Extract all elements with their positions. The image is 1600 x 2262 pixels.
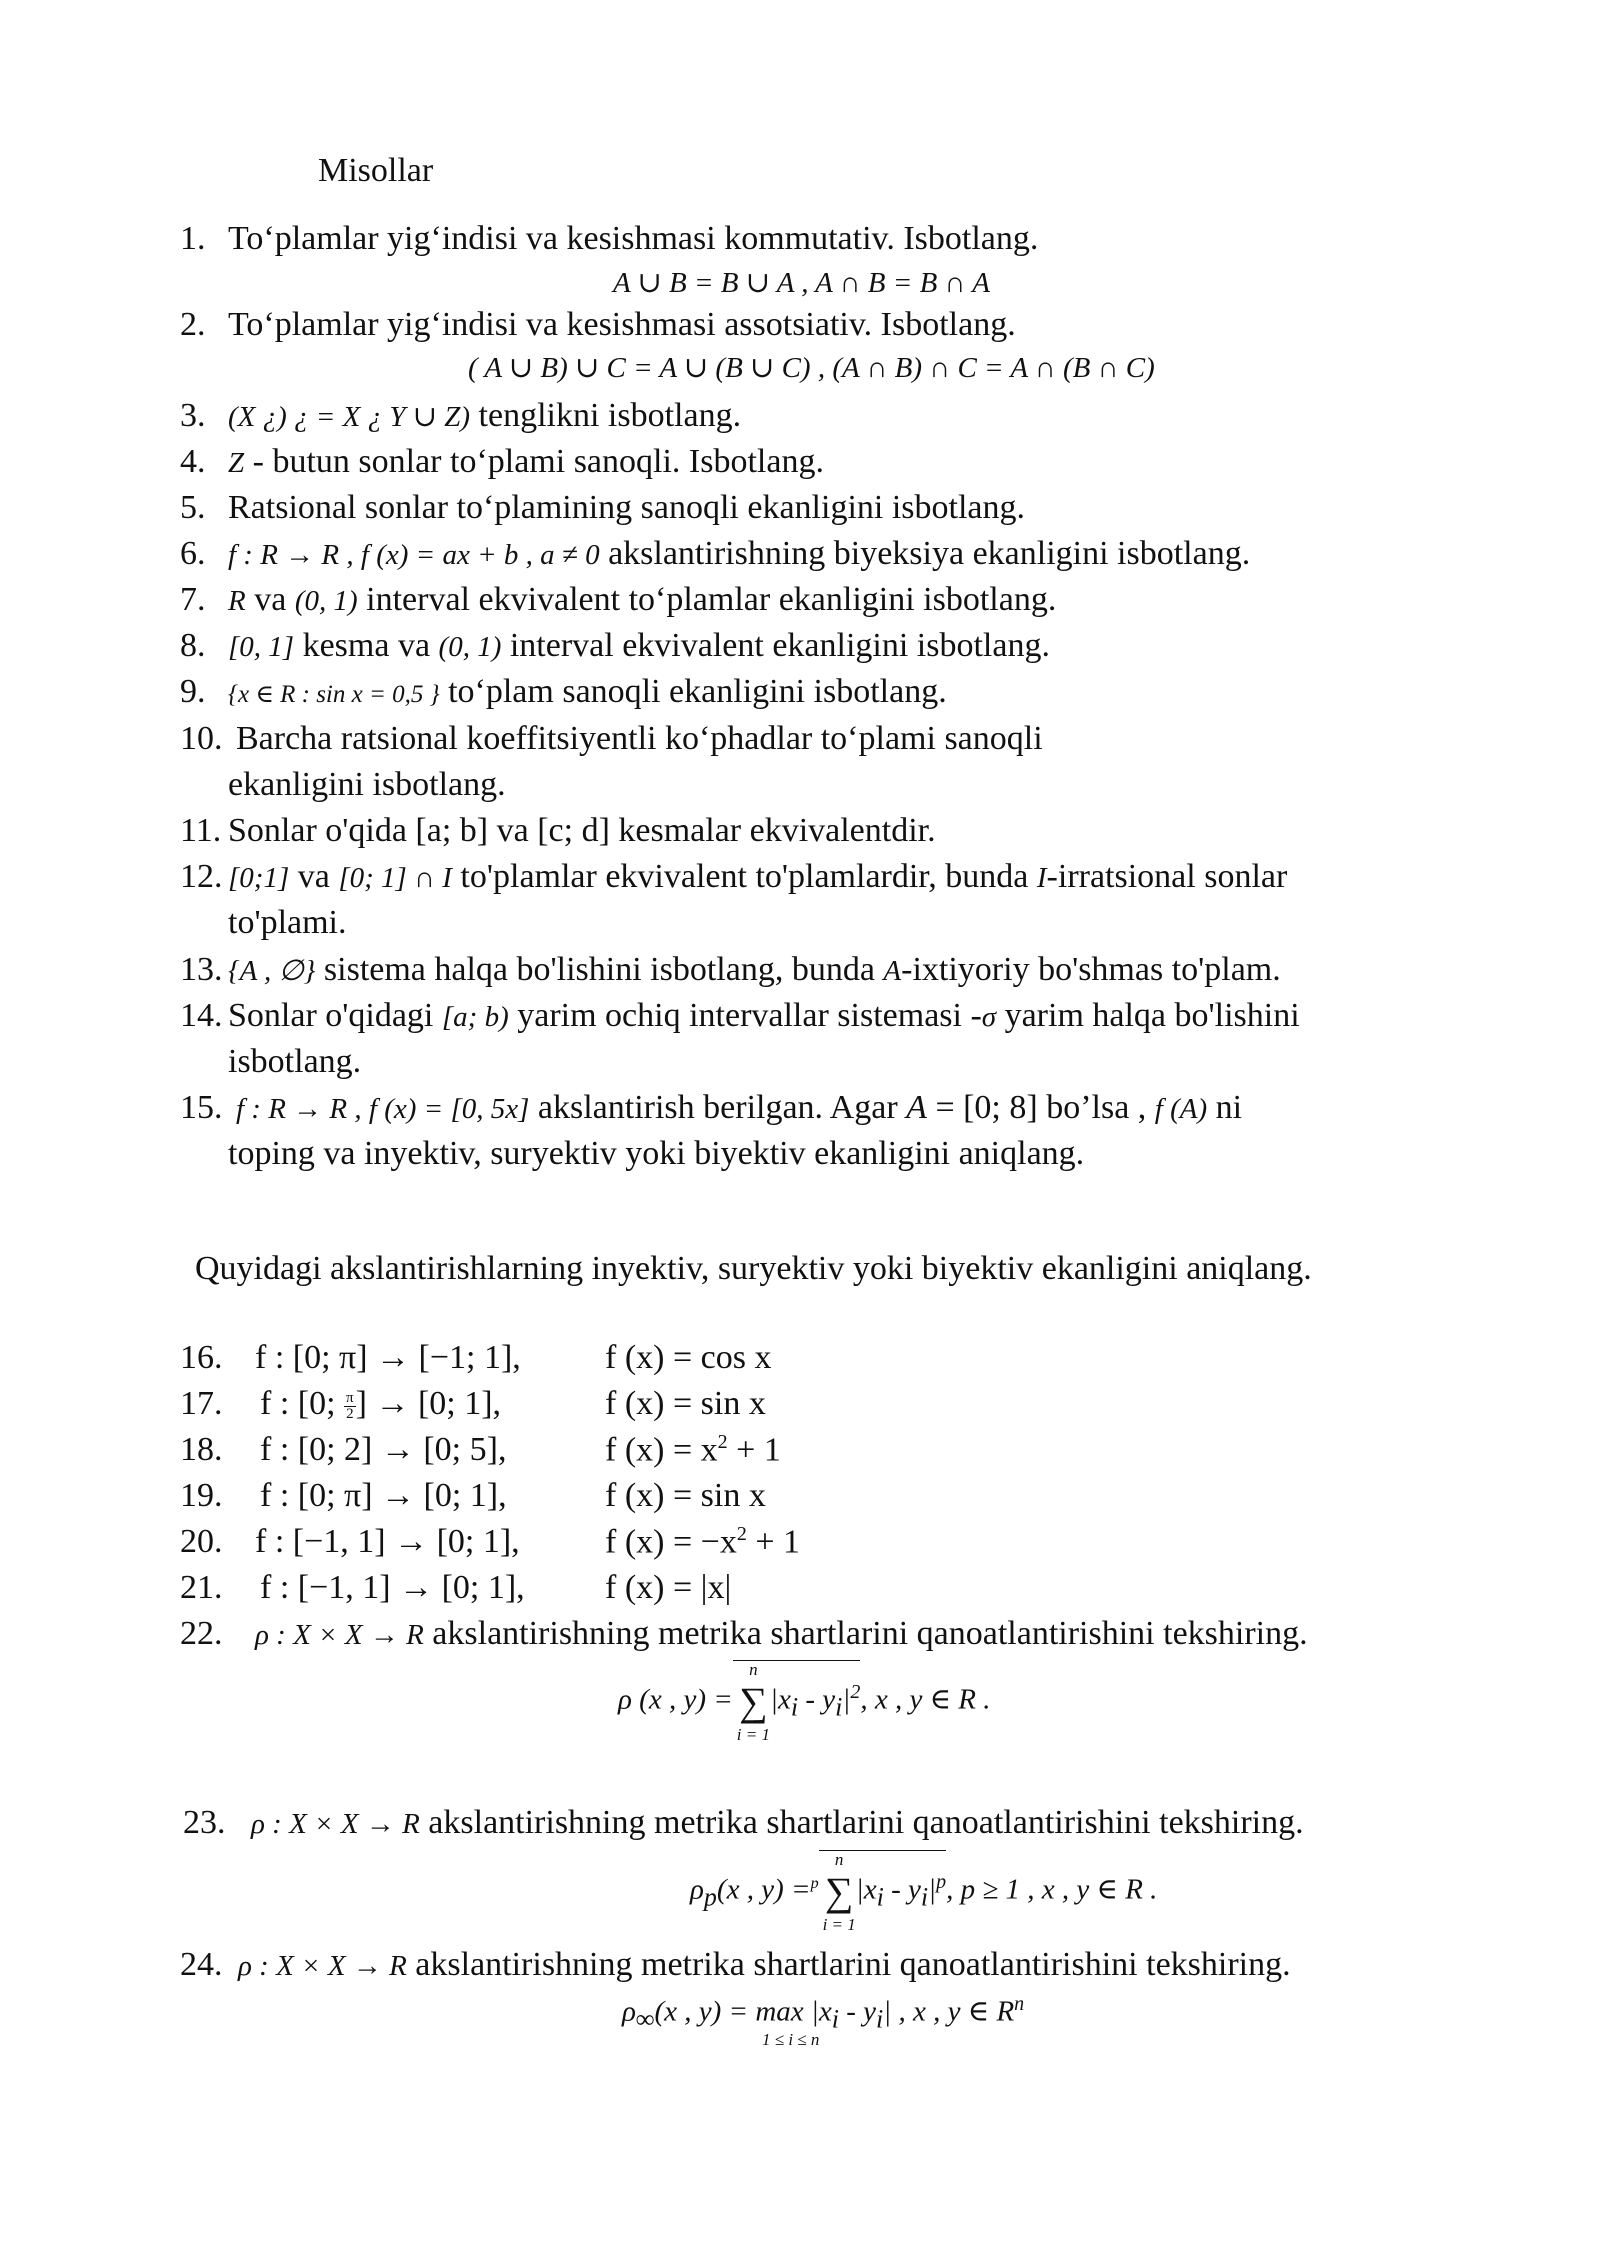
mapping-function-text: f (x) = −x [605,1523,737,1561]
mapping-function-text: f (x) = x [605,1431,718,1469]
inline-math: (0, 1) [294,585,358,617]
list-item [180,719,1043,760]
formula-text: - y [798,1683,836,1716]
item-number: 8. [180,627,206,664]
exponent: 2 [736,1523,747,1545]
nth-root-symbol [819,1850,947,1933]
formula-text: | [928,1873,937,1906]
inline-math: R [228,585,246,617]
formula-text: (x , y) = [716,1873,811,1906]
item-number: 4. [180,443,206,480]
item-text: To‘plamlar yig‘indisi va kesishmasi assotsiativ. Isbotlang. [228,306,1016,343]
inline-math: A [906,1089,927,1126]
list-item [180,1945,1291,1986]
inline-math: σ [981,1001,997,1033]
sigma-glyph: ∑ [739,1679,768,1724]
item-text: to‘plam sanoqli ekanligini isbotlang. [439,673,947,710]
mapping-domain: f : [−1, 1] → [0; 1], [255,1523,520,1560]
item-number: 7. [180,581,206,618]
exponent: 2 [850,1681,861,1703]
item-text: To‘plamlar yig‘indisi va kesishmasi kommutativ. Isbotlang. [228,220,1039,257]
item-text: akslantirishning metrika shartlarini qanoatlantirishini tekshiring. [406,1946,1291,1983]
inline-math: (0, 1) [438,631,502,663]
item-number: 10. [180,720,223,757]
sum-symbol [823,1851,856,1933]
inline-math: [a; b) [441,1001,509,1033]
item-text: = [0; 8] bo’lsa , [926,1089,1155,1126]
inline-math: [0;1] [228,862,290,894]
item-text: - butun sonlar to‘plami sanoqli. Isbotlang. [244,443,824,480]
list-item [180,1384,766,1425]
item-number: 13. [180,951,223,988]
item-number: 5. [180,489,206,526]
item-text: -irratsional sonlar [1046,858,1288,895]
formula-text: |x [803,1995,832,2028]
list-item [180,811,936,852]
fraction [344,1391,356,1422]
item-number: 24. [180,1946,223,1983]
mapping-function: f (x) = sin x [605,1477,766,1514]
subscript: i [876,2004,884,2034]
sqrt-symbol [733,1660,861,1743]
inline-math: Z [228,447,245,479]
mapping-domain-text: ] → [0; 1], [355,1385,502,1422]
inline-math: {x ∈ R : sin x = 0,5 } [228,681,440,708]
metric-formula [618,1660,991,1743]
list-item [180,534,1251,575]
inline-math: (X ¿) ¿ = X ¿ Y ∪ Z) [228,401,471,433]
sum-symbol [737,1661,770,1743]
mapping-function [605,1430,781,1471]
item-number: 14. [180,997,223,1034]
item-number: 19. [180,1477,223,1514]
item-text: yarim halqa bo'lishini [996,997,1300,1034]
item-number: 16. [180,1339,223,1376]
item-text: Sonlar o'qidagi [228,997,442,1034]
list-item [180,1614,1308,1655]
item-number: 9. [180,673,206,710]
mapping-domain: f : [0; π] → [0; 1], [260,1477,507,1514]
list-item [180,626,1050,667]
formula-text: | , x , y ∈ R [883,1995,1015,2028]
item-number: 11. [180,812,222,849]
item-number: 21. [180,1569,223,1606]
item-text-cont: ekanligini isbotlang. [228,766,506,803]
inline-math: f : R → R , f (x) = ax + b , a ≠ 0 [228,539,600,571]
item-text: akslantirishning metrika shartlarini qanoatlantirishini tekshiring. [423,1615,1308,1652]
list-item [180,672,947,713]
sum-upper: n [834,1850,844,1869]
subscript: p [703,1882,717,1912]
item-text-cont: isbotlang. [228,1043,362,1080]
item-text: sistema halqa bo'lishini isbotlang, bunda [315,951,884,988]
list-item [180,857,1288,898]
inline-math: {A , ∅} [228,955,316,987]
formula-text: ρ [622,1995,636,2028]
item-number: 23. [183,1804,226,1841]
item-number: 17. [180,1385,223,1422]
sum-lower: i = 1 [822,1915,856,1934]
exponent: n [1014,1993,1025,2015]
item-text: ni [1207,1089,1243,1126]
list-item [180,396,742,437]
item-text: interval ekvivalent ekanligini isbotlang. [501,627,1050,664]
item-text: va [289,858,339,895]
max-subscript: 1 ≤ i ≤ n [762,2030,820,2049]
item-text: kesma va [294,627,439,664]
mapping-function-text: + 1 [746,1523,801,1561]
formula-text: (x , y) = max [654,1995,804,2028]
list-item [180,305,1016,346]
list-item [183,1803,1304,1844]
formula-text: ρ (x , y) = [618,1683,733,1716]
page-title: Misollar [318,152,434,189]
fraction-numerator: π [346,1389,354,1406]
item-text: akslantirish berilgan. Agar [529,1089,907,1126]
mapping-function [605,1522,800,1563]
mapping-domain: f : [−1, 1] → [0; 1], [260,1569,525,1606]
item-text: yarim ochiq intervallar sistemasi - [508,997,982,1034]
inline-math: ρ : X × X → R [255,1619,424,1651]
subscript: i [831,2004,839,2034]
inline-math: I [1036,862,1047,894]
item-text: -ixtiyoriy bo'shmas to'plam. [901,951,1281,988]
formula-text: - y [839,1995,877,2028]
item-text: va [245,581,295,618]
sum-upper: n [749,1660,758,1679]
sum-lower: i = 1 [736,1725,770,1744]
list-item [180,1522,801,1563]
item-text: akslantirishning biyeksiya ekanligini isbotlang. [599,535,1251,572]
item-text: Ratsional sonlar to‘plamining sanoqli ekanligini isbotlang. [228,489,1026,526]
item-text: to'plamlar ekvivalent to'plamlardir, bunda [451,858,1037,895]
formula-text: |x [855,1873,877,1906]
list-item [180,219,1039,260]
item-number: 20. [180,1523,223,1560]
item-text: Barcha ratsional koeffitsiyentli ko‘phadlar to‘plami sanoqli [236,720,1043,757]
formula-text: | [842,1683,851,1716]
list-item [180,1476,766,1517]
item-number: 3. [180,397,206,434]
item-number: 15. [180,1089,223,1126]
item-text: akslantirishning metrika shartlarini qanoatlantirishini tekshiring. [419,1804,1304,1841]
item-number: 12. [180,858,223,895]
inline-math: ρ : X × X → R [251,1808,420,1840]
formula-text: , x , y ∈ R . [860,1683,991,1716]
list-item [180,950,1281,991]
formula-text: , p ≥ 1 , x , y ∈ R . [946,1873,1158,1906]
item-number: 6. [180,535,206,572]
item-number: 2. [180,306,206,343]
metric-formula [690,1850,1157,1933]
inline-math: [0, 1] [228,631,295,663]
mapping-function-text: + 1 [727,1431,781,1469]
item-number: 22. [180,1615,223,1652]
item-text: interval ekvivalent to‘plamlar ekanligini isbotlang. [357,581,1057,618]
mapping-domain: f : [0; 2] → [0; 5], [260,1431,507,1468]
mapping-domain [260,1384,501,1425]
list-item [180,996,1300,1037]
mapping-function: f (x) = sin x [605,1385,766,1422]
mapping-function: f (x) = |x| [605,1569,732,1606]
subscript: ∞ [635,2004,655,2034]
inline-math: [0; 1] ∩ I [338,862,452,894]
fraction-denominator: 2 [346,1405,354,1422]
item-formula: ( A ∪ B) ∪ C = A ∪ (B ∪ C) , (A ∩ B) ∩ C = A ∩ (B ∩ C) [468,352,1155,384]
formula-text: - y [883,1873,921,1906]
formula-text: ρ [690,1873,704,1906]
item-text: Sonlar o'qida [a; b] va [c; d] kesmalar ekvivalentdir. [228,812,936,849]
list-item [180,1568,732,1609]
exponent: 2 [717,1431,728,1453]
section-title: Quyidagi akslantirishlarning inyektiv, suryektiv yoki biyektiv ekanligini aniqlang. [195,1250,1312,1287]
subscript: i [876,1882,884,1912]
item-text: tenglikni isbotlang. [470,397,742,434]
item-text-cont: toping va inyektiv, suryektiv yoki biyektiv ekanligini aniqlang. [228,1135,1085,1172]
list-item [180,488,1026,529]
inline-math: ρ : X × X → R [238,1950,407,1982]
subscript: i [790,1692,799,1722]
formula-text: |x [770,1683,791,1716]
inline-math: f : R → R , f (x) = [0, 5x] [236,1093,530,1125]
list-item [180,1088,1243,1129]
item-formula: A ∪ B = B ∪ A , A ∩ B = B ∩ A [613,267,990,299]
exponent: p [936,1871,947,1893]
item-text-cont: to'plami. [228,904,347,941]
metric-formula [622,1992,1024,2035]
inline-math: A [883,955,902,987]
mapping-domain: f : [0; π] → [−1; 1], [255,1339,521,1376]
mapping-domain-text: f : [0; [260,1385,345,1422]
item-number: 18. [180,1431,223,1468]
list-item [180,580,1057,621]
list-item [180,1338,772,1379]
item-number: 1. [180,220,206,257]
mapping-function: f (x) = cos x [605,1339,772,1376]
subscript: i [835,1692,843,1722]
list-item [180,442,824,483]
inline-math: f (A) [1154,1093,1208,1125]
list-item [180,1430,781,1471]
root-index: p [810,1875,819,1892]
sigma-glyph: ∑ [824,1869,854,1914]
subscript: i [920,1882,929,1912]
